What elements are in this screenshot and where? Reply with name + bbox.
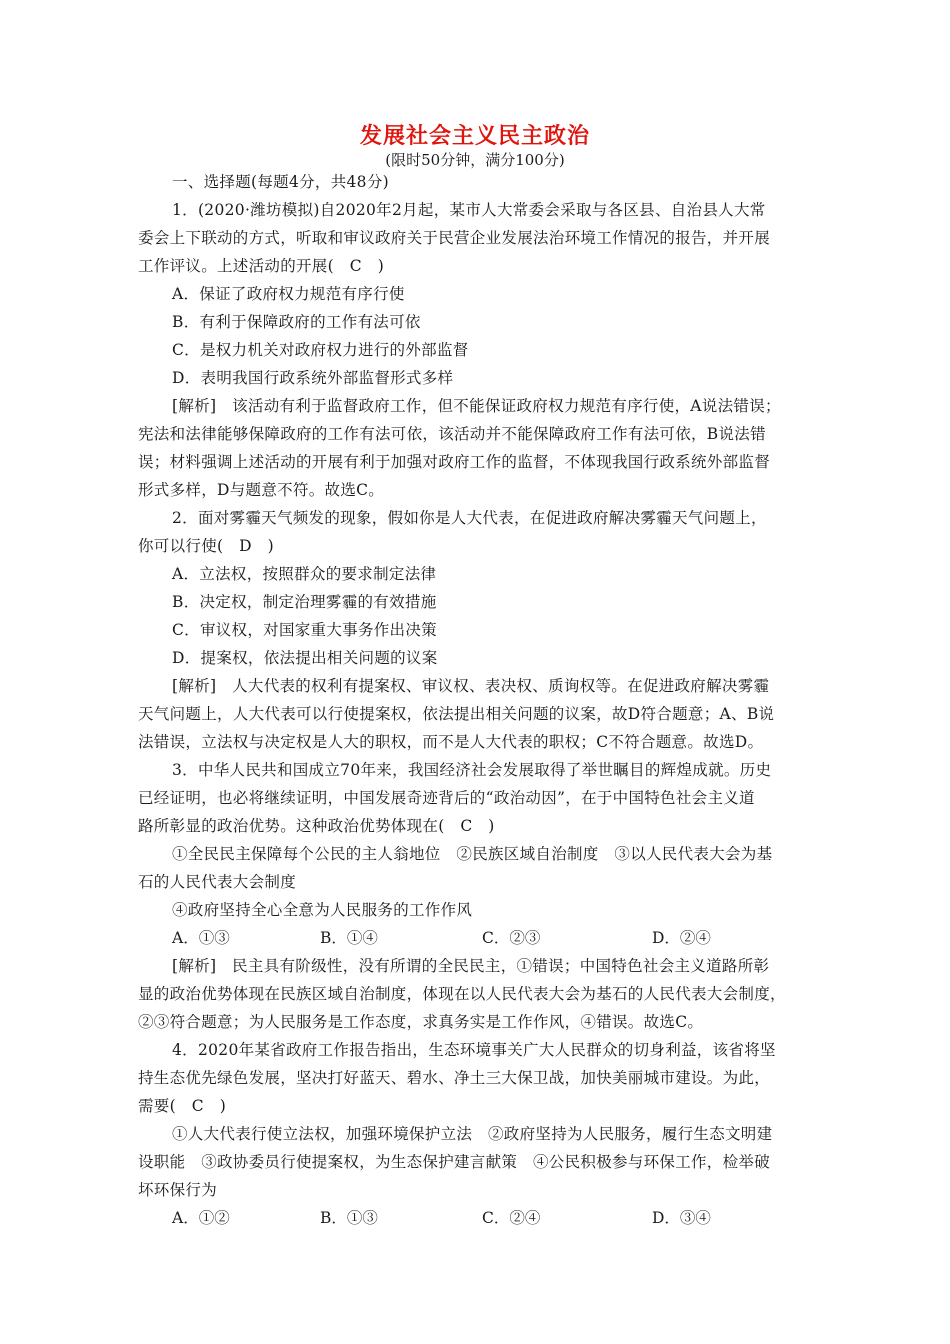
q2-option-b: B．决定权，制定治理雾霾的有效措施: [172, 593, 437, 611]
q2-analysis-line: 天气问题上，人大代表可以行使提案权，依法提出相关问题的议案，故D符合题意；A、B说: [138, 705, 775, 723]
q2-option-a: A．立法权，按照群众的要求制定法律: [172, 565, 437, 583]
q4-stem-line: 4．2020年某省政府工作报告指出，生态环境事关广大人民群众的切身利益，该省将坚: [172, 1041, 776, 1059]
q4-item-line: 坏环保行为: [138, 1181, 218, 1199]
q3-stem-line: 3．中华人民共和国成立70年来，我国经济社会发展取得了举世瞩目的辉煌成就。历史: [172, 761, 772, 779]
q3-item-line: 石的人民代表大会制度: [138, 873, 297, 891]
page-subtitle: (限时50分钟，满分100分): [385, 151, 565, 169]
q3-analysis-line: [解析] 民主具有阶级性，没有所谓的全民民主，①错误；中国特色社会主义道路所彰: [172, 957, 770, 975]
q4-stem-line: 需要( C ): [138, 1097, 227, 1115]
q1-stem-line: 1．(2020·潍坊模拟)自2020年2月起，某市人大常委会采取与各区县、自治县人大常: [172, 201, 766, 219]
q4-stem-line: 持生态优先绿色发展，坚决打好蓝天、碧水、净土三大保卫战，加快美丽城市建设。为此，: [138, 1069, 771, 1087]
q3-analysis-line: 显的政治优势体现在民族区域自治制度，体现在以人民代表大会为基石的人民代表大会制度，: [138, 985, 786, 1003]
q4-choice-a: A．①②: [172, 1209, 230, 1227]
q1-option-b: B．有利于保障政府的工作有法可依: [172, 313, 421, 331]
q1-analysis-line: [解析] 该活动有利于监督政府工作，但不能保证政府权力规范有序行使，A说法错误；: [172, 397, 781, 415]
q3-choice-a: A．①③: [172, 929, 230, 947]
q1-stem-line: 工作评议。上述活动的开展( C ): [138, 257, 385, 275]
section-heading: 一、选择题(每题4分，共48分): [172, 173, 389, 191]
q2-stem-line: 2．面对雾霾天气频发的现象，假如你是人大代表，在促进政府解决雾霾天气问题上，: [172, 509, 767, 527]
q1-stem-line: 委会上下联动的方式，听取和审议政府关于民营企业发展法治环境工作情况的报告，并开展: [138, 229, 771, 247]
q4-item-line: 设职能 ③政协委员行使提案权，为生态保护建言献策 ④公民积极参与环保工作，检举破: [138, 1153, 771, 1171]
q2-option-c: C．审议权，对国家重大事务作出决策: [172, 621, 437, 639]
q3-choice-b: B．①④: [320, 929, 378, 947]
q3-choice-c: C．②③: [482, 929, 541, 947]
q2-analysis-line: [解析] 人大代表的权利有提案权、审议权、表决权、质询权等。在促进政府解决雾霾: [172, 677, 770, 695]
page-title: 发展社会主义民主政治: [359, 123, 590, 149]
q2-analysis-line: 法错误，立法权与决定权是人大的职权，而不是人大代表的职权；C不符合题意。故选D。: [138, 733, 764, 751]
q2-option-d: D．提案权，依法提出相关问题的议案: [172, 649, 438, 667]
q3-analysis-line: ②③符合题意；为人民服务是工作态度，求真务实是工作作风，④错误。故选C。: [138, 1013, 704, 1031]
q4-choice-c: C．②④: [482, 1209, 541, 1227]
q3-item-line: ①全民民主保障每个公民的主人翁地位 ②民族区域自治制度 ③以人民代表大会为基: [172, 845, 773, 863]
q1-analysis-line: 宪法和法律能够保障政府的工作有法可依，该活动并不能保障政府工作有法可依，B说法错: [138, 425, 766, 443]
q2-stem-line: 你可以行使( D ): [138, 537, 275, 555]
q4-choice-d: D．③④: [652, 1209, 711, 1227]
q4-choice-b: B．①③: [320, 1209, 378, 1227]
q1-option-d: D．表明我国行政系统外部监督形式多样: [172, 369, 454, 387]
q3-stem-line: 已经证明，也必将继续证明，中国发展奇迹背后的“政治动因”，在于中国特色社会主义道: [138, 789, 755, 807]
q4-item-line: ①人大代表行使立法权，加强环境保护立法 ②政府坚持为人民服务，履行生态文明建: [172, 1125, 773, 1143]
q3-item-line: ④政府坚持全心全意为人民服务的工作作风: [172, 901, 473, 919]
q1-option-c: C．是权力机关对政府权力进行的外部监督: [172, 341, 469, 359]
q3-stem-line: 路所彰显的政治优势。这种政治优势体现在( C ): [138, 817, 495, 835]
q1-option-a: A．保证了政府权力规范有序行使: [172, 285, 405, 303]
q1-analysis-line: 形式多样，D与题意不符。故选C。: [138, 481, 385, 499]
q1-analysis-line: 误；材料强调上述活动的开展有利于加强对政府工作的监督，不体现我国行政系统外部监督: [138, 453, 771, 471]
q3-choice-d: D．②④: [652, 929, 711, 947]
